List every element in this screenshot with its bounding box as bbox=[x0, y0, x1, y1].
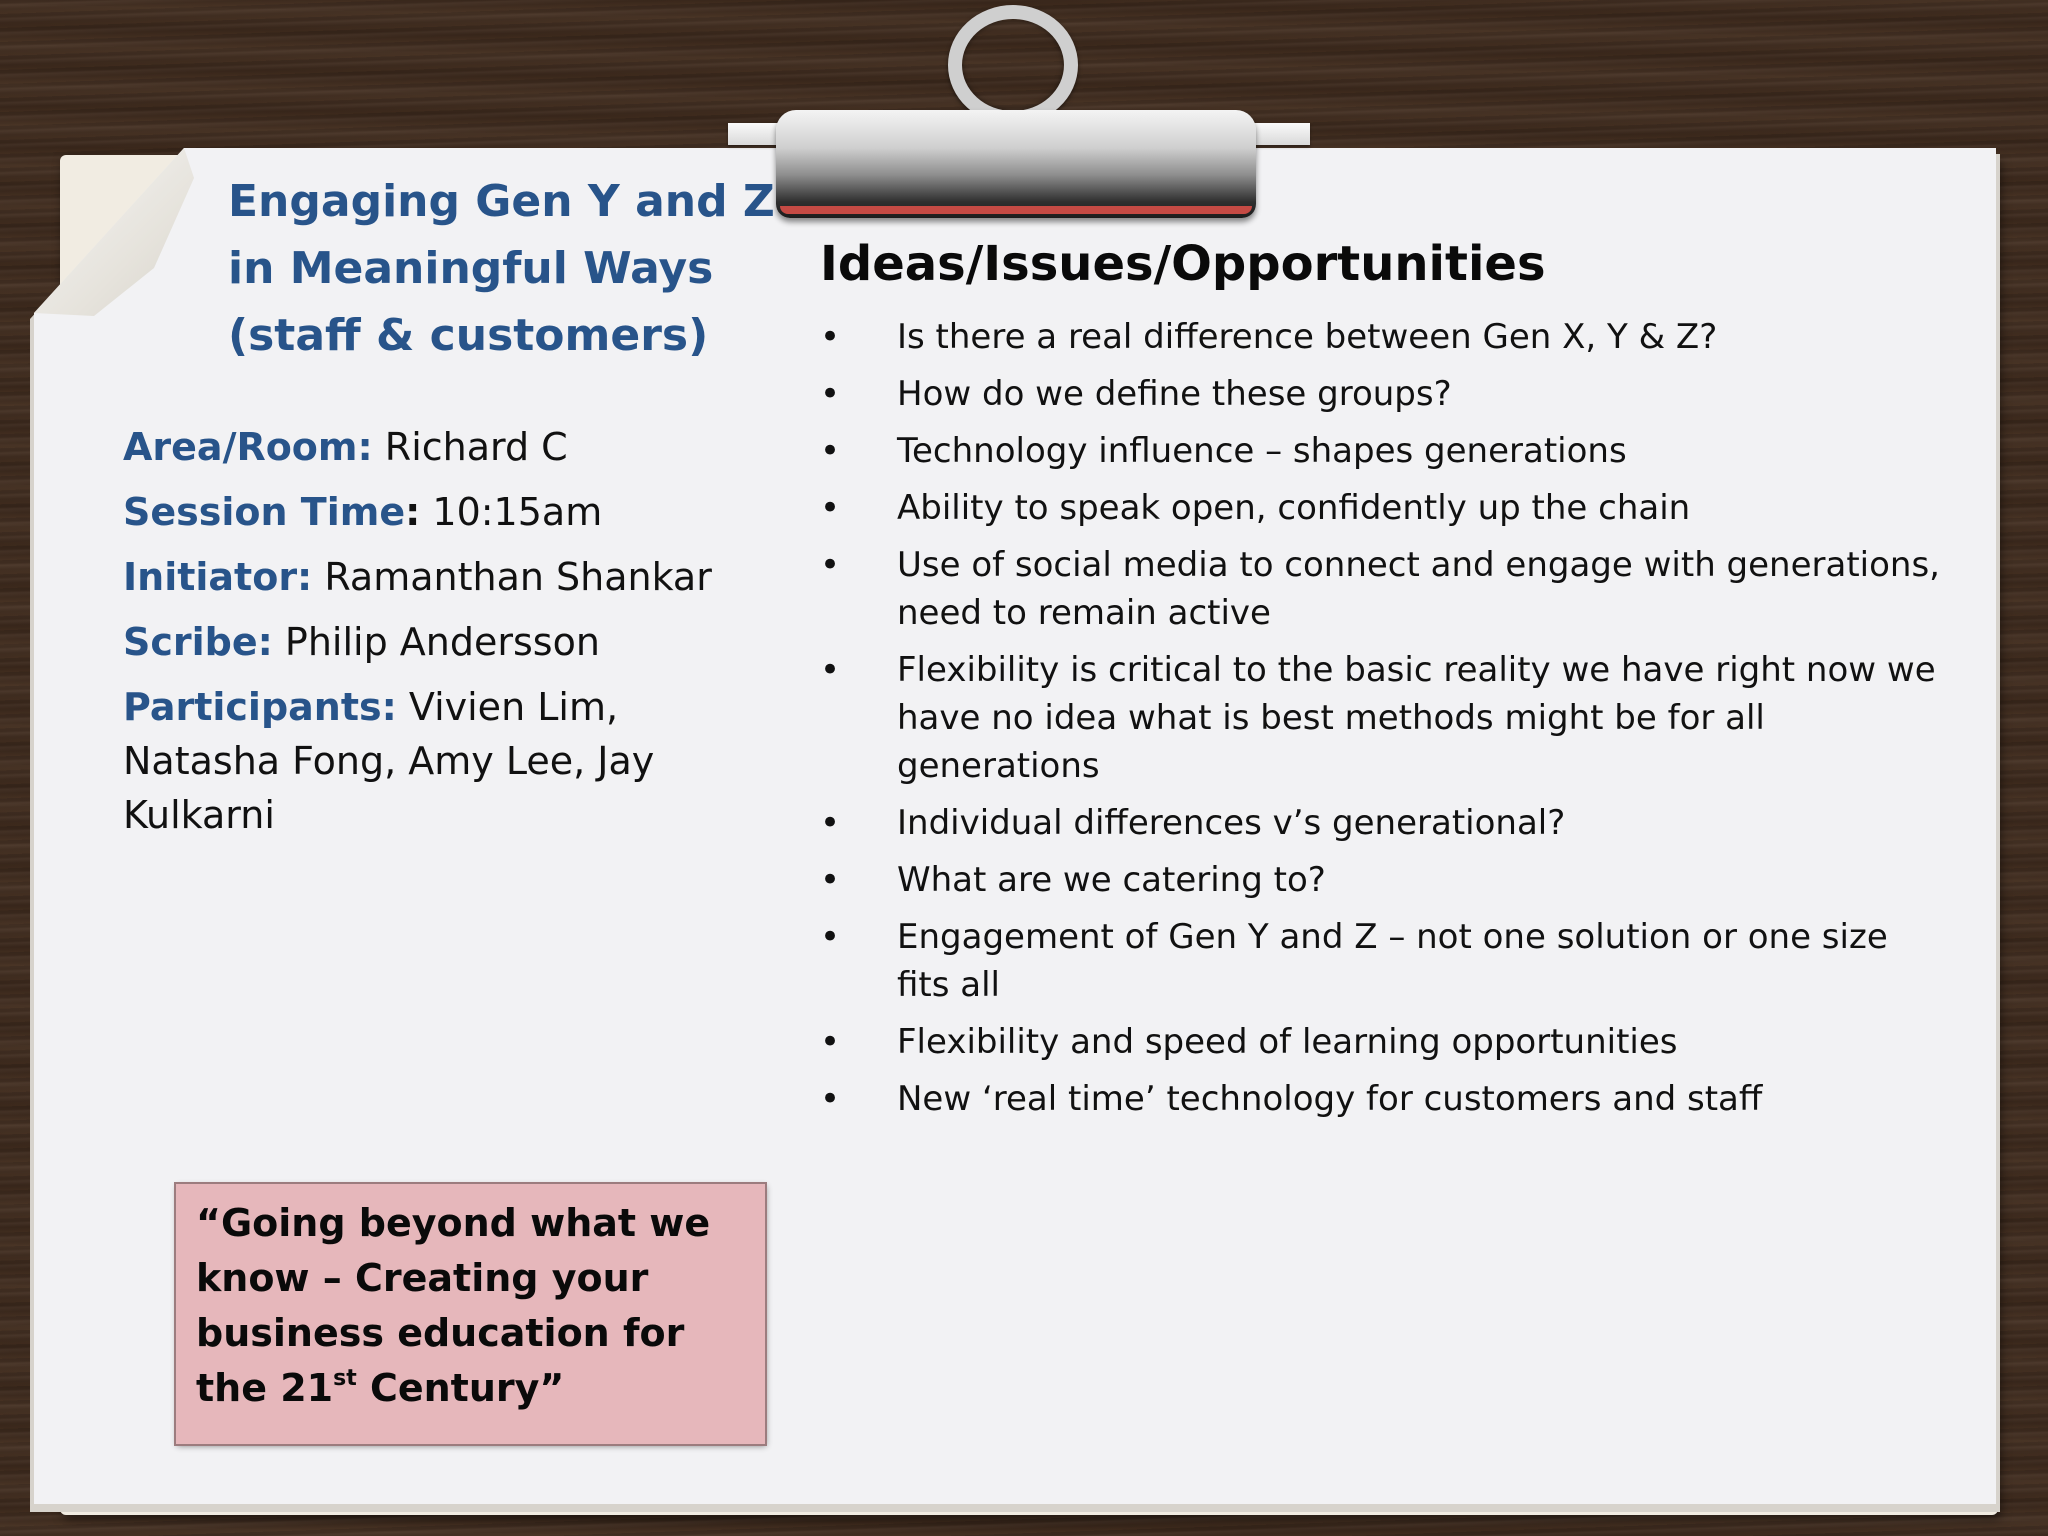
area-room-label: Area/Room: bbox=[123, 425, 373, 469]
idea-item bbox=[820, 1018, 1940, 1066]
idea-item bbox=[820, 646, 1940, 790]
initiator-row bbox=[123, 550, 763, 604]
idea-item bbox=[820, 370, 1940, 418]
quote-box bbox=[176, 1184, 765, 1444]
ideas-list bbox=[820, 313, 1940, 1132]
idea-text: Flexibility is critical to the basic reality we have right now we have no idea what is best methods might be for all generations bbox=[897, 650, 1936, 786]
title-line-1: Engaging Gen Y and Z bbox=[228, 176, 775, 227]
initiator-value: Ramanthan Shankar bbox=[312, 555, 712, 599]
participants-row bbox=[123, 680, 763, 842]
idea-text: How do we define these groups? bbox=[897, 374, 1452, 414]
bullet-icon: • bbox=[820, 545, 841, 585]
idea-text: Individual differences v’s generational? bbox=[897, 803, 1566, 843]
bullet-icon: • bbox=[820, 917, 841, 957]
bullet-icon: • bbox=[820, 1079, 841, 1119]
quote-text-end: Century” bbox=[356, 1366, 565, 1410]
area-room-value: Richard C bbox=[372, 425, 568, 469]
binder-clip-icon bbox=[776, 110, 1256, 218]
bullet-icon: • bbox=[820, 860, 841, 900]
clip-ring-icon bbox=[948, 5, 1078, 125]
initiator-label: Initiator: bbox=[123, 555, 313, 599]
session-time-colon: : bbox=[405, 490, 421, 534]
idea-item bbox=[820, 799, 1940, 847]
ideas-heading: Ideas/Issues/Opportunities bbox=[820, 236, 1546, 292]
idea-item bbox=[820, 427, 1940, 475]
session-time-value: 10:15am bbox=[420, 490, 603, 534]
bullet-icon: • bbox=[820, 374, 841, 414]
idea-text: Flexibility and speed of learning opportunities bbox=[897, 1022, 1678, 1062]
title-line-2: in Meaningful Ways bbox=[228, 243, 714, 294]
idea-item bbox=[820, 313, 1940, 361]
idea-text: Technology influence – shapes generations bbox=[897, 431, 1627, 471]
participants-value: Vivien Lim, Natasha Fong, Amy Lee, Jay Kulkarni bbox=[123, 685, 655, 837]
bullet-icon: • bbox=[820, 650, 841, 690]
bullet-icon: • bbox=[820, 431, 841, 471]
bullet-icon: • bbox=[820, 1022, 841, 1062]
idea-item bbox=[820, 484, 1940, 532]
session-time-label: Session Time bbox=[123, 490, 406, 534]
quote-superscript: st bbox=[333, 1366, 357, 1391]
bullet-icon: • bbox=[820, 803, 841, 843]
quote-text: “Going beyond what we know – Creating your business education for the 21 bbox=[196, 1201, 711, 1410]
scribe-row bbox=[123, 615, 763, 669]
idea-text: Is there a real difference between Gen X, Y & Z? bbox=[897, 317, 1718, 357]
session-details bbox=[123, 420, 763, 853]
idea-text: Engagement of Gen Y and Z – not one solution or one size fits all bbox=[897, 917, 1888, 1005]
idea-text: Ability to speak open, confidently up the chain bbox=[897, 488, 1691, 528]
participants-label: Participants: bbox=[123, 685, 397, 729]
bullet-icon: • bbox=[820, 488, 841, 528]
idea-text: Use of social media to connect and engage with generations, need to remain active bbox=[897, 545, 1940, 633]
idea-item bbox=[820, 1075, 1940, 1123]
idea-text: What are we catering to? bbox=[897, 860, 1326, 900]
session-time-row bbox=[123, 485, 763, 539]
idea-item bbox=[820, 541, 1940, 637]
idea-text: New ‘real time’ technology for customers and staff bbox=[897, 1079, 1763, 1119]
clip-red-edge bbox=[780, 206, 1252, 214]
title-line-3: (staff & customers) bbox=[228, 310, 709, 361]
bullet-icon: • bbox=[820, 317, 841, 357]
scribe-label: Scribe: bbox=[123, 620, 273, 664]
area-room-row bbox=[123, 420, 763, 474]
idea-item bbox=[820, 856, 1940, 904]
page-title bbox=[228, 168, 788, 369]
idea-item bbox=[820, 913, 1940, 1009]
scribe-value: Philip Andersson bbox=[272, 620, 600, 664]
